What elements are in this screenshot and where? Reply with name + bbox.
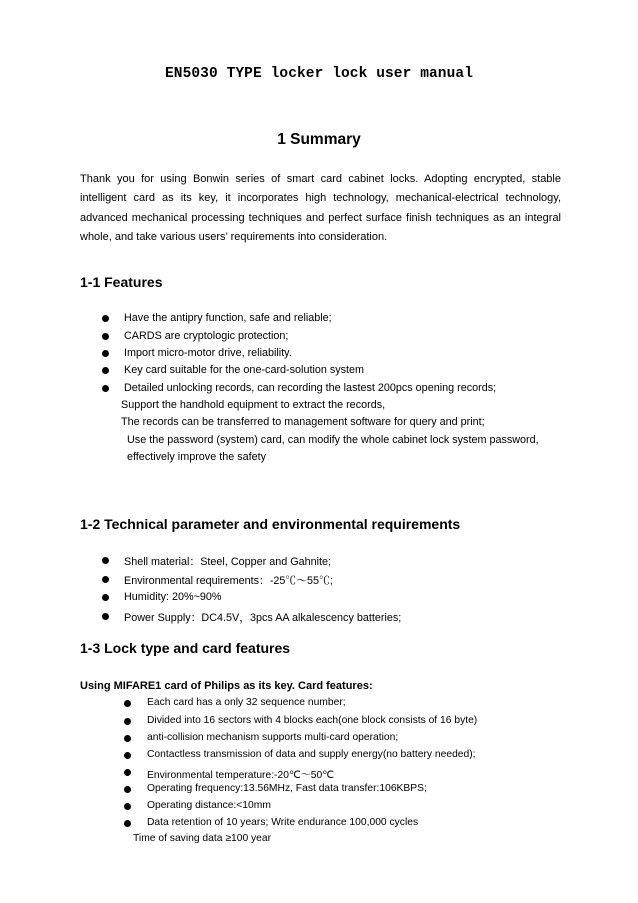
card-features-subheading: Using MIFARE1 card of Philips as its key. Card features:: [80, 680, 373, 692]
document-title: EN5030 TYPE locker lock user manual: [164, 66, 474, 82]
bullet-icon: [124, 700, 131, 707]
bullet-icon: [102, 576, 109, 583]
bullet-icon: [102, 557, 109, 564]
list-item-text: CARDS are cryptologic protection;: [124, 330, 289, 342]
bullet-icon: [124, 803, 131, 810]
summary-paragraph: Thank you for using Bonwin series of smart card cabinet locks. Adopting encrypted, stable intelligent card as its key, it incorporates high technology, mechanical-electrical technology, advanced mechanical processing techniques and perfect surface finish techniques as an integral whole, and take various users’ requirements into consideration.: [80, 173, 561, 243]
list-item-text: Divided into 16 sectors with 4 blocks each(one block consists of 16 byte): [147, 715, 478, 726]
list-item-text: Detailed unlocking records, can recording the lastest 200pcs opening records;: [124, 382, 497, 394]
bullet-icon: [124, 718, 131, 725]
list-item-text: Operating frequency:13.56MHz, Fast data transfer:106KBPS;: [147, 783, 427, 794]
bullet-icon: [102, 333, 109, 340]
list-item-text: Environmental temperature:-20℃～50℃: [147, 770, 334, 781]
list-item-text: anti-collision mechanism supports multi-card operation;: [147, 732, 399, 743]
continuation-line: Support the handhold equipment to extract the records,: [121, 399, 386, 411]
continuation-line: The records can be transferred to management software for query and print;: [121, 416, 485, 428]
lock-type-heading: 1-3 Lock type and card features: [80, 640, 291, 656]
list-item-text: Have the antipry function, safe and reliable;: [124, 312, 332, 324]
bullet-icon: [102, 350, 109, 357]
bullet-icon: [124, 735, 131, 742]
summary-heading: 1 Summary: [277, 131, 361, 148]
bullet-icon: [102, 385, 109, 392]
bullet-icon: [124, 786, 131, 793]
technical-heading: 1-2 Technical parameter and environmental requirements: [80, 516, 461, 532]
list-item-text: Import micro-motor drive, reliability.: [124, 347, 292, 359]
features-heading: 1-1 Features: [80, 274, 163, 290]
list-item-text: Data retention of 10 years; Write endurance 100,000 cycles: [147, 817, 419, 828]
list-item-text: Environmental requirements：-25℃～55℃;: [124, 575, 333, 587]
bullet-icon: [124, 769, 131, 776]
bullet-icon: [102, 367, 109, 374]
list-item-text: Power Supply：DC4.5V，3pcs AA alkalescency batteries;: [124, 612, 402, 624]
bullet-icon: [124, 820, 131, 827]
continuation-line: effectively improve the safety: [127, 451, 267, 463]
list-item-text: Operating distance:<10mm: [147, 800, 271, 811]
list-item-text: Contactless transmission of data and supply energy(no battery needed);: [147, 749, 476, 760]
list-item-text: Each card has a only 32 sequence number;: [147, 697, 346, 708]
bullet-icon: [124, 752, 131, 759]
bullet-icon: [102, 315, 109, 322]
continuation-line: Use the password (system) card, can modify the whole cabinet lock system password,: [127, 434, 539, 446]
continuation-line: Time of saving data ≥100 year: [133, 833, 272, 844]
bullet-icon: [102, 594, 109, 601]
bullet-icon: [102, 613, 109, 620]
list-item-text: Humidity: 20%~90%: [124, 591, 222, 603]
list-item-text: Key card suitable for the one-card-solution system: [124, 364, 365, 376]
list-item-text: Shell material：Steel, Copper and Gahnite;: [124, 556, 332, 568]
